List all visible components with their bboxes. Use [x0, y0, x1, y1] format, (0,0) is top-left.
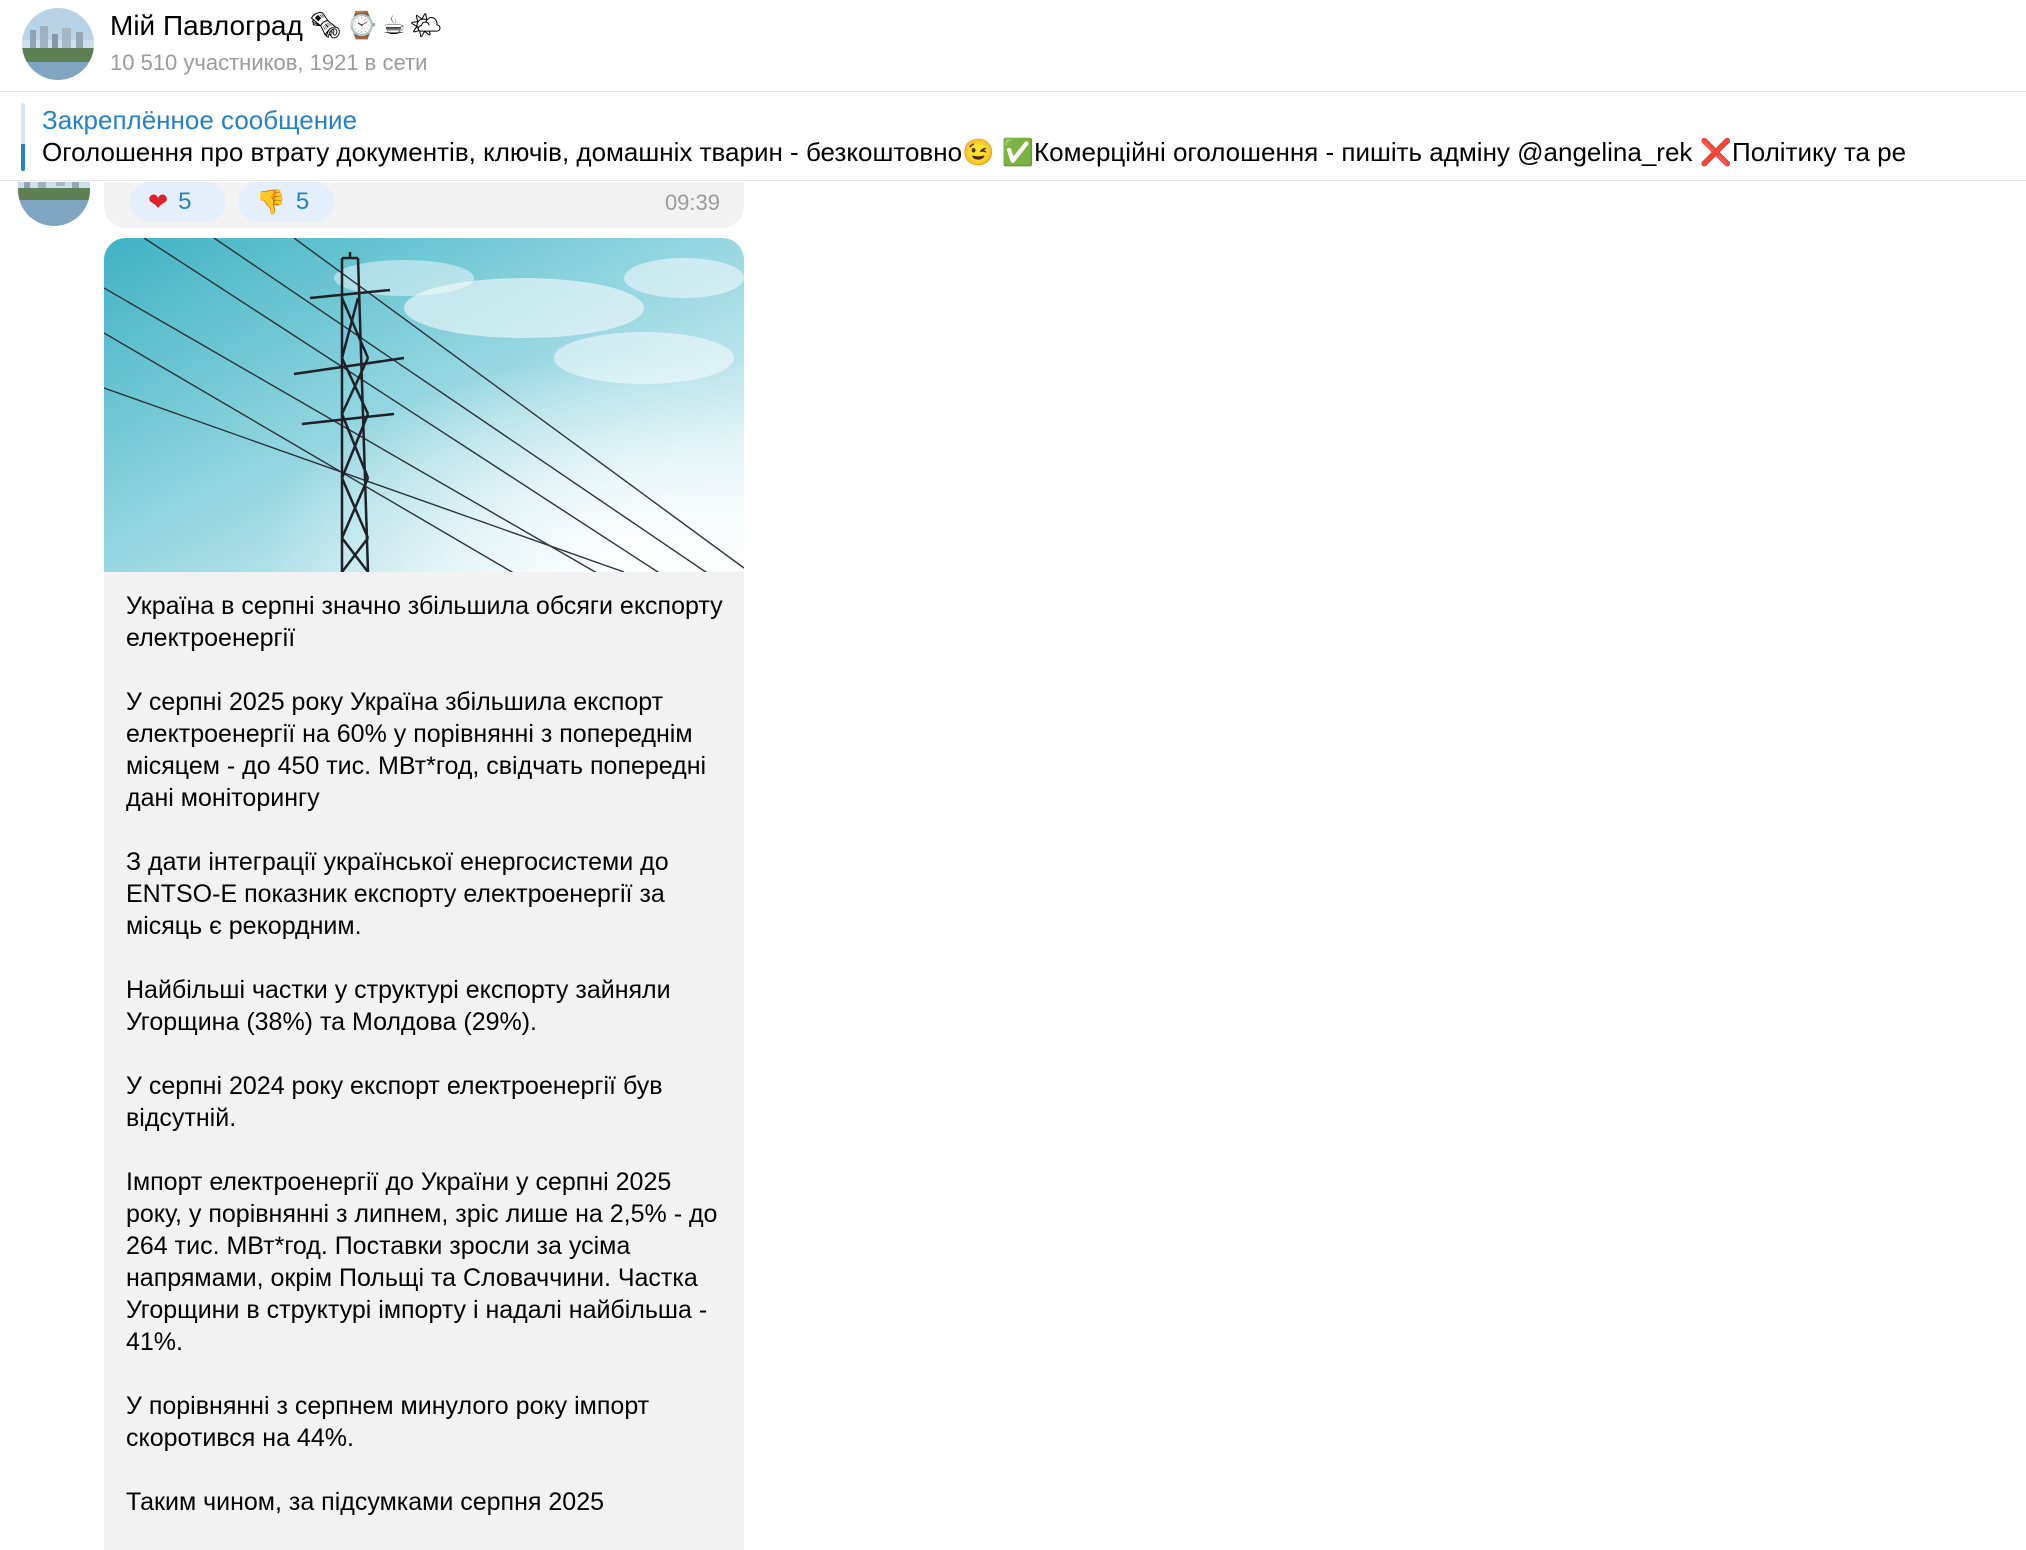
message-paragraph: У порівнянні з серпнем минулого року імпорт скоротився на 44%. [126, 1392, 650, 1452]
pinned-message-bar[interactable] [0, 93, 2026, 181]
pinned-indicator [21, 103, 25, 171]
message-paragraph: У серпні 2025 року Україна збільшила експорт електроенергії на 60% у порівнянні з попереднім місяцем - до 450 тис. МВт*год, свідчать попередні дані моніторингу [126, 688, 707, 812]
member-count: 10 510 участников, 1921 в сети [110, 50, 428, 75]
message-bubble[interactable] [104, 238, 744, 1550]
message-paragraph: У серпні 2024 року експорт електроенергії був відсутній. [126, 1072, 663, 1132]
message-paragraph: Таким чином, за підсумками серпня 2025 [126, 1488, 605, 1516]
reaction-count: 5 [178, 188, 192, 215]
message-time: 09:39 [664, 190, 720, 215]
message-paragraph: Україна в серпні значно збільшила обсяги експорту електроенергії [126, 592, 723, 652]
reaction-heart[interactable] [130, 182, 226, 222]
group-avatar[interactable] [22, 8, 94, 80]
group-title: Мій Павлоград [110, 10, 303, 41]
message-text [126, 590, 726, 1550]
pinned-title: Закреплённое сообщение [42, 105, 358, 135]
group-title-emojis: 🗞⌚☕🌤 [308, 11, 447, 41]
sender-avatar[interactable] [18, 182, 90, 226]
message-photo[interactable] [104, 238, 744, 572]
message-paragraph: З дати інтеграції української енергосистеми до ENTSO-E показник експорту електроенергії за місяць є рекордним. [126, 848, 669, 940]
heart-icon: ❤ [148, 188, 169, 216]
previous-message-bubble[interactable] [104, 182, 744, 228]
thumbs-down-icon: 👎 [256, 188, 286, 216]
chat-header[interactable] [0, 0, 2026, 92]
message-paragraph: Імпорт електроенергії до України у серпні 2025 року, у порівнянні з липнем, зріс лише на 2,5% - до 264 тис. МВт*год. Поставки зросли за усіма напрямами, окрім Польщі та Словаччини. Частка Угорщини в структурі імпорту і надалі найбільша - 41%. [126, 1168, 718, 1356]
pinned-text: Оголошення про втрату документів, ключів, домашніх тварин - безкоштовно😉 ✅Комерційні оголошення - пишіть адміну @angelina_rek ❌Політику та ре [42, 137, 1907, 167]
reaction-thumbs-down[interactable] [238, 182, 334, 222]
reaction-count: 5 [295, 188, 310, 215]
message-list[interactable] [0, 182, 2026, 1550]
message-paragraph: Найбільші частки у структурі експорту зайняли Угорщина (38%) та Молдова (29%). [126, 976, 671, 1036]
group-title-row [110, 10, 447, 42]
